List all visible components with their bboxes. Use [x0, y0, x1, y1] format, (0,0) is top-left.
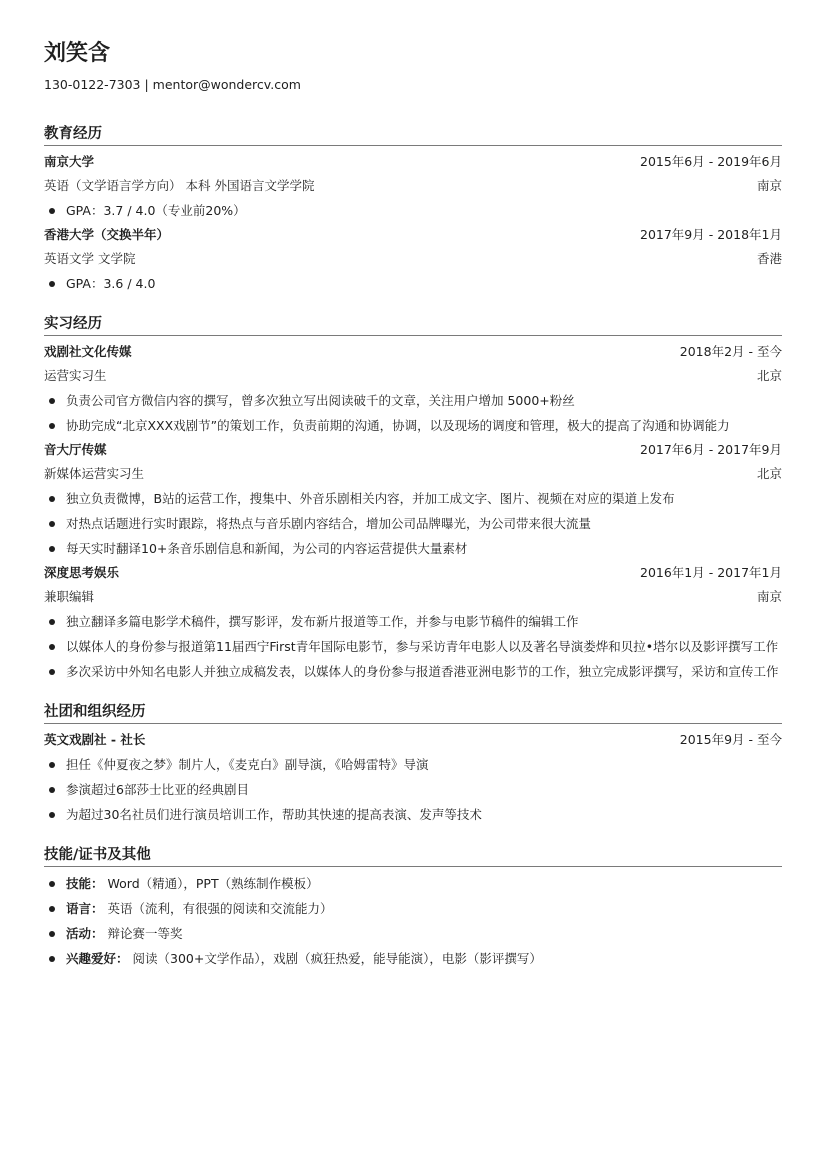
list-item: 为超过30名社员们进行演员培训工作，帮助其快速的提高表演、发声等技术	[44, 802, 782, 827]
list-item: 独立翻译多篇电影学术稿件，撰写影评，发布新片报道等工作，并参与电影节稿件的编辑工作	[44, 609, 782, 634]
list-item: 独立负责微博，B站的运营工作，搜集中、外音乐剧相关内容，并加工成文字、图片、视频在对应的渠道上发布	[44, 486, 782, 511]
bullet-icon	[49, 619, 55, 625]
bullet-icon	[49, 281, 55, 287]
bullet-icon	[49, 496, 55, 502]
skills-section	[44, 845, 782, 971]
skill-label: 兴趣爱好：	[66, 951, 129, 966]
date-range: 2018年2月 - 至今	[679, 344, 782, 359]
internship-section	[44, 314, 782, 684]
list-item: 协助完成“北京XXX戏剧节”的策划工作，负责前期的沟通，协调，以及现场的调度和管理，极大的提高了沟通和协调能力	[44, 413, 782, 438]
bullet-icon	[49, 208, 55, 214]
location: 南京	[756, 589, 782, 604]
skill-value: 英语（流利，有很强的阅读和交流能力）	[107, 901, 333, 916]
internship-entry	[44, 561, 782, 684]
list-item	[44, 871, 782, 896]
date-range: 2017年9月 - 2018年1月	[640, 227, 782, 242]
bullet-icon	[49, 546, 55, 552]
skill-label: 技能：	[66, 876, 104, 891]
bullet-list	[44, 486, 782, 561]
date-range: 2015年9月 - 至今	[679, 732, 782, 747]
list-item: 每天实时翻译10+条音乐剧信息和新闻，为公司的内容运营提供大量素材	[44, 536, 782, 561]
location: 香港	[756, 251, 782, 266]
candidate-name: 刘笑含	[44, 41, 111, 66]
date-range: 2016年1月 - 2017年1月	[640, 565, 782, 580]
company-name: 深度思考娱乐	[44, 565, 120, 580]
club-entry	[44, 728, 782, 827]
section-title: 技能/证书及其他	[44, 845, 782, 867]
clubs-section	[44, 702, 782, 827]
bullet-list	[44, 871, 782, 971]
resume-page	[44, 38, 782, 971]
education-section	[44, 124, 782, 296]
role-title: 兼职编辑	[44, 589, 95, 604]
company-name: 音大厅传媒	[44, 442, 107, 457]
bullet-icon	[49, 423, 55, 429]
bullet-list	[44, 609, 782, 684]
section-title: 实习经历	[44, 314, 782, 336]
bullet-icon	[49, 906, 55, 912]
bullet-icon	[49, 521, 55, 527]
role-title: 新媒体运营实习生	[44, 466, 145, 481]
skill-label: 语言：	[66, 901, 104, 916]
internship-entry	[44, 438, 782, 561]
bullet-icon	[49, 787, 55, 793]
bullet-icon	[49, 881, 55, 887]
bullet-list	[44, 388, 782, 438]
bullet-list	[44, 198, 782, 223]
location: 南京	[756, 178, 782, 193]
education-entry	[44, 223, 782, 296]
section-title: 社团和组织经历	[44, 702, 782, 724]
internship-entry	[44, 340, 782, 438]
list-item	[44, 896, 782, 921]
skill-label: 活动：	[66, 926, 104, 941]
list-item	[44, 921, 782, 946]
skill-value: Word（精通），PPT（熟练制作模板）	[107, 876, 319, 891]
date-range: 2017年6月 - 2017年9月	[640, 442, 782, 457]
bullet-icon	[49, 669, 55, 675]
list-item: 以媒体人的身份参与报道第11届西宁First青年国际电影节，参与采访青年电影人以及著名导演娄烨和贝拉•塔尔以及影评撰写工作	[44, 634, 782, 659]
skill-value: 阅读（300+文学作品），戏剧（疯狂热爱，能导能演），电影（影评撰写）	[132, 951, 542, 966]
location: 北京	[756, 466, 782, 481]
list-item: GPA：3.6 / 4.0	[44, 271, 782, 296]
bullet-icon	[49, 762, 55, 768]
school-name: 香港大学（交换半年）	[44, 227, 170, 242]
school-name: 南京大学	[44, 154, 95, 169]
bullet-icon	[49, 644, 55, 650]
bullet-list	[44, 752, 782, 827]
degree-detail: 英语文学 文学院	[44, 251, 136, 266]
bullet-icon	[49, 931, 55, 937]
bullet-icon	[49, 398, 55, 404]
list-item: 负责公司官方微信内容的撰写，曾多次独立写出阅读破千的文章，关注用户增加 5000+粉丝	[44, 388, 782, 413]
contact-info: 130-0122-7303 | mentor@wondercv.com	[44, 77, 301, 92]
list-item: GPA：3.7 / 4.0（专业前20%）	[44, 198, 782, 223]
education-entry	[44, 150, 782, 223]
list-item: 参演超过6部莎士比亚的经典剧目	[44, 777, 782, 802]
bullet-list	[44, 271, 782, 296]
bullet-icon	[49, 956, 55, 962]
list-item	[44, 946, 782, 971]
org-name: 英文戏剧社 - 社长	[44, 732, 146, 747]
list-item: 对热点话题进行实时跟踪，将热点与音乐剧内容结合，增加公司品牌曝光，为公司带来很大流量	[44, 511, 782, 536]
list-item: 多次采访中外知名电影人并独立成稿发表，以媒体人的身份参与报道香港亚洲电影节的工作，独立完成影评撰写，采访和宣传工作	[44, 659, 782, 684]
list-item: 担任《仲夏夜之梦》制片人，《麦克白》副导演，《哈姆雷特》导演	[44, 752, 782, 777]
degree-detail: 英语（文学语言学方向） 本科 外国语言文学学院	[44, 178, 315, 193]
date-range: 2015年6月 - 2019年6月	[640, 154, 782, 169]
location: 北京	[756, 368, 782, 383]
skill-value: 辩论赛一等奖	[107, 926, 183, 941]
role-title: 运营实习生	[44, 368, 107, 383]
bullet-icon	[49, 812, 55, 818]
company-name: 戏剧社文化传媒	[44, 344, 132, 359]
section-title: 教育经历	[44, 124, 782, 146]
